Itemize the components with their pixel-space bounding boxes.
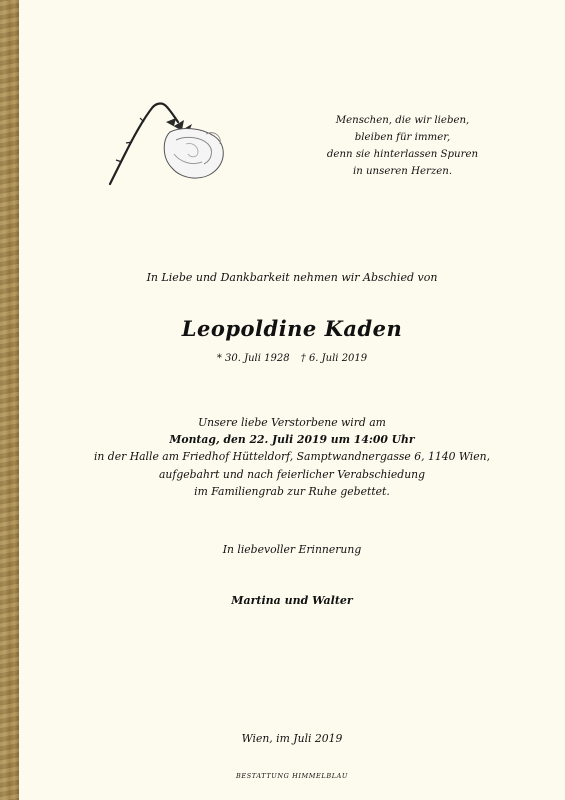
funeral-details: [19, 414, 565, 500]
intro-text: In Liebe und Dankbarkeit nehmen wir Abschied von: [146, 271, 438, 284]
wilted-rose-icon: [104, 96, 230, 188]
birth-date: * 30. Juli 1928: [216, 353, 290, 364]
place-date: Wien, im Juli 2019: [241, 732, 343, 745]
life-dates: [19, 353, 565, 364]
undertaker-name: BESTATTUNG HIMMELBLAU: [236, 772, 348, 780]
death-date: † 6. Juli 2019: [300, 353, 368, 364]
memorial-verse: [320, 112, 485, 180]
funeral-location: in der Halle am Friedhof Hütteldorf, Samptwandnergasse 6, 1140 Wien,: [93, 450, 491, 464]
funeral-line: Unsere liebe Verstorbene wird am: [198, 416, 386, 429]
decorative-border-strip: [0, 0, 19, 800]
verse-line: Menschen, die wir lieben,: [335, 115, 470, 126]
verse-line: denn sie hinterlassen Spuren: [326, 149, 479, 160]
verse-line: in unseren Herzen.: [352, 166, 453, 177]
funeral-line: aufgebahrt und nach feierlicher Verabschiedung: [158, 467, 426, 481]
funeral-date-time: Montag, den 22. Juli 2019 um 14:00 Uhr: [169, 433, 415, 447]
deceased-name: Leopoldine Kaden: [181, 316, 403, 341]
remembrance-text: In liebevoller Erinnerung: [222, 543, 362, 556]
verse-line: bleiben für immer,: [354, 132, 451, 143]
funeral-line: im Familiengrab zur Ruhe gebettet.: [194, 484, 390, 498]
family-names: Martina und Walter: [231, 594, 353, 607]
